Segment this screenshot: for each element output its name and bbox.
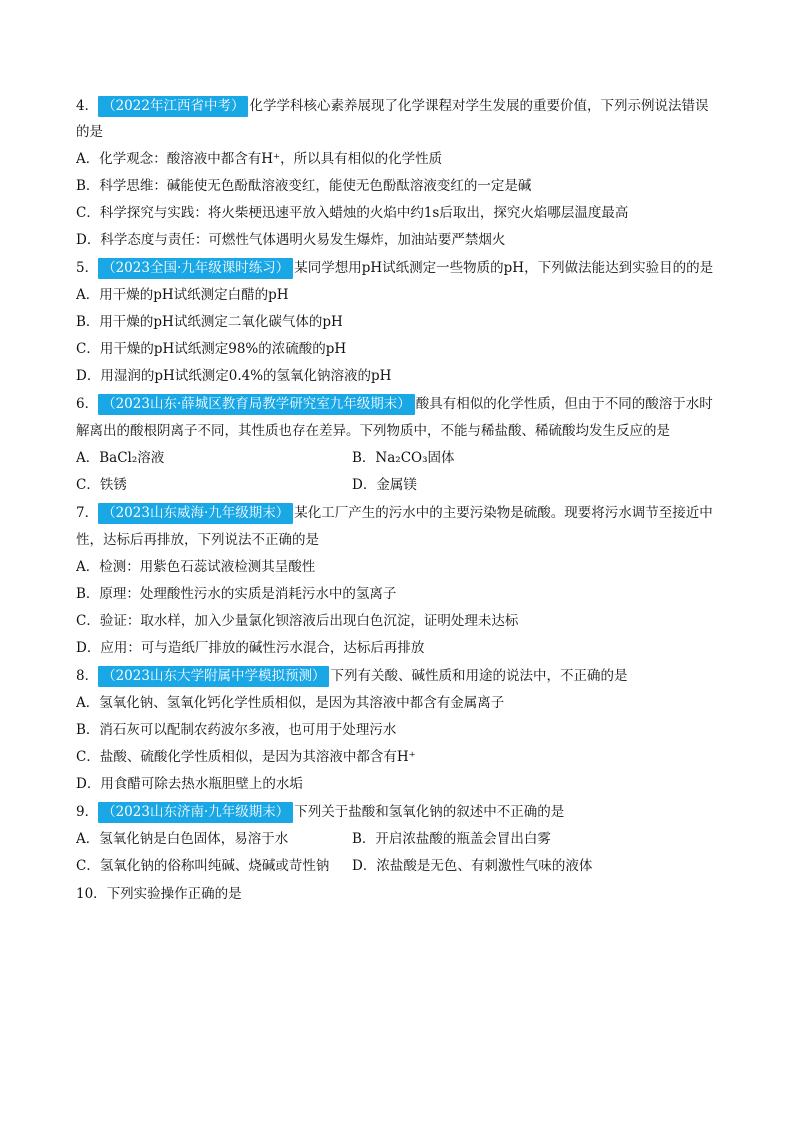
question-text: 下列实验操作正确的是 [106, 886, 242, 902]
question-6-stem [76, 391, 726, 417]
options-row-1 [76, 445, 726, 471]
source-tag[interactable]: （2022年江西省中考） [98, 96, 248, 117]
question-text: 酸具有相似的化学性质，但由于不同的酸溶于水时 [415, 396, 713, 412]
option-c: C．氢氧化钠的俗称叫纯碱、烧碱或苛性钠 [76, 858, 330, 874]
option-b: B．消石灰可以配制农药波尔多液，也可用于处理污水 [76, 722, 397, 738]
question-8-stem [76, 663, 726, 689]
source-tag[interactable]: （2023山东大学附属中学模拟预测） [98, 666, 329, 687]
option-c: C．盐酸、硫酸化学性质相似，是因为其溶液中都含有H⁺ [76, 749, 416, 765]
option-c: C．验证：取水样，加入少量氯化钡溶液后出现白色沉淀，证明处理未达标 [76, 613, 519, 629]
source-tag[interactable]: （2023山东威海·九年级期末） [98, 503, 293, 524]
question-number: 6． [76, 396, 99, 412]
question-text: 某化工厂产生的污水中的主要污染物是硫酸。现要将污水调节至接近中 [294, 505, 713, 521]
option-d: D．金属镁 [352, 477, 417, 493]
question-number: 8． [76, 668, 99, 684]
option-b: B．Na₂CO₃固体 [352, 450, 455, 466]
option-a: A．氢氧化钠是白色固体，易溶于水 [76, 831, 289, 847]
option-c: C．用干燥的pH试纸测定98%的浓硫酸的pH [76, 341, 347, 357]
question-text: 化学学科核心素养展现了化学课程对学生发展的重要价值，下列示例说法错误 [249, 98, 709, 114]
option-a: A．用干燥的pH试纸测定白醋的pH [76, 287, 289, 303]
question-4-stem-cont: 的是 [76, 124, 103, 140]
options-row-1 [76, 826, 726, 852]
option-b: B．科学思维：碱能使无色酚酞溶液变红，能使无色酚酞溶液变红的一定是碱 [76, 178, 532, 194]
options-row-2 [76, 853, 726, 879]
source-tag[interactable]: （2023全国·九年级课时练习） [98, 258, 293, 279]
option-c: C．科学探究与实践：将火柴梗迅速平放入蜡烛的火焰中约1s后取出，探究火焰哪层温度最高 [76, 205, 629, 221]
source-tag[interactable]: （2023山东济南·九年级期末） [98, 802, 293, 823]
question-6-stem-cont: 解离出的酸根阴离子不同，其性质也存在差异。下列物质中，不能与稀盐酸、稀硫酸均发生反应的是 [76, 423, 670, 439]
option-a: A．BaCl₂溶液 [76, 450, 165, 466]
question-number: 9． [76, 804, 99, 820]
option-a: A．检测：用紫色石蕊试液检测其呈酸性 [76, 559, 316, 575]
question-7-stem-cont: 性，达标后再排放，下列说法不正确的是 [76, 532, 319, 548]
option-c: C．铁锈 [76, 477, 127, 493]
option-d: D．浓盐酸是无色、有刺激性气味的液体 [352, 858, 593, 874]
question-text: 某同学想用pH试纸测定一些物质的pH，下列做法能达到实验目的的是 [294, 260, 714, 276]
source-tag[interactable]: （2023山东·薛城区教育局教学研究室九年级期末） [98, 394, 415, 415]
options-row-2 [76, 472, 726, 498]
question-text: 下列关于盐酸和氢氧化钠的叙述中不正确的是 [294, 804, 565, 820]
question-number: 10． [76, 886, 107, 902]
question-7-stem [76, 500, 726, 526]
option-d: D．用湿润的pH试纸测定0.4%的氢氧化钠溶液的pH [76, 368, 392, 384]
option-a: A．氢氧化钠、氢氧化钙化学性质相似，是因为其溶液中都含有金属离子 [76, 695, 505, 711]
question-10-stem [76, 881, 726, 907]
question-4-stem [76, 93, 726, 119]
question-number: 4． [76, 98, 99, 114]
question-9-stem [76, 799, 726, 825]
option-b: B．开启浓盐酸的瓶盖会冒出白雾 [352, 831, 551, 847]
option-a: A．化学观念：酸溶液中都含有H⁺，所以具有相似的化学性质 [76, 151, 443, 167]
option-d: D．用食醋可除去热水瓶胆壁上的水垢 [76, 776, 303, 792]
question-number: 7． [76, 505, 99, 521]
option-b: B．原理：处理酸性污水的实质是消耗污水中的氢离子 [76, 586, 397, 602]
option-d: D．科学态度与责任：可燃性气体遇明火易发生爆炸，加油站要严禁烟火 [76, 232, 506, 248]
option-b: B．用干燥的pH试纸测定二氧化碳气体的pH [76, 314, 343, 330]
question-text: 下列有关酸、碱性质和用途的说法中，不正确的是 [330, 668, 628, 684]
question-number: 5． [76, 260, 99, 276]
option-d: D．应用：可与造纸厂排放的碱性污水混合，达标后再排放 [76, 640, 425, 656]
question-5-stem [76, 255, 726, 281]
